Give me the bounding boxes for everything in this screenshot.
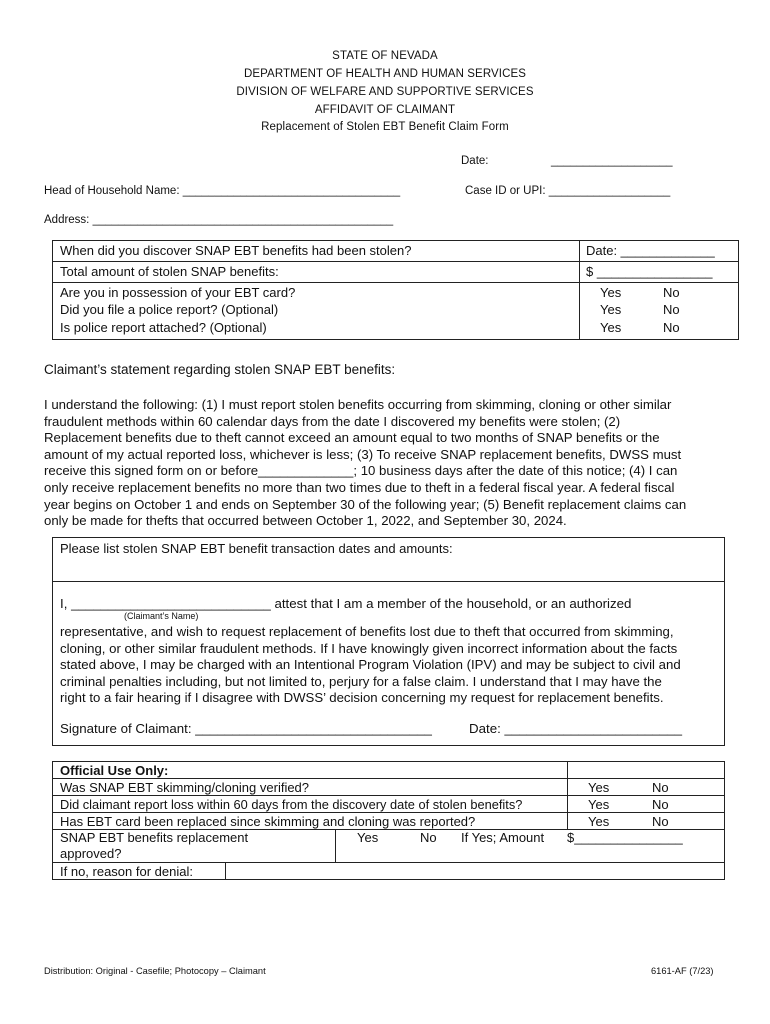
- state-title: STATE OF NEVADA: [332, 50, 438, 62]
- approved-no[interactable]: No: [420, 830, 437, 845]
- sixty-days-yes[interactable]: Yes: [588, 797, 610, 812]
- address-field[interactable]: Address: _______________________________________________: [44, 214, 394, 226]
- possession-yes[interactable]: Yes: [600, 285, 622, 300]
- verified-yes[interactable]: Yes: [588, 780, 610, 795]
- possession-no[interactable]: No: [663, 285, 680, 300]
- approved-label-2: approved?: [60, 846, 122, 861]
- date-label: Date:: [461, 155, 489, 167]
- report-attached-no[interactable]: No: [663, 320, 680, 335]
- denial-reason-label: If no, reason for denial:: [60, 864, 193, 879]
- form-title: AFFIDAVIT OF CLAIMANT: [314, 104, 456, 116]
- date-field[interactable]: ___________________: [551, 155, 673, 167]
- question-table-divider: [579, 240, 580, 340]
- question-police-report: Did you file a police report? (Optional): [60, 302, 279, 317]
- attest-line: I, ___________________________ attest that I am a member of the household, or an authorized: [60, 596, 632, 611]
- question-amount: Total amount of stolen SNAP benefits:: [60, 264, 279, 279]
- amount-field[interactable]: $ ________________: [586, 264, 713, 279]
- form-subtitle: Replacement of Stolen EBT Benefit Claim Form: [261, 121, 509, 133]
- official-q-card-replaced: Has EBT card been replaced since skimming and cloning was reported?: [60, 814, 476, 829]
- question-possession: Are you in possession of your EBT card?: [60, 285, 296, 300]
- official-use-title: Official Use Only:: [60, 763, 169, 778]
- department-title: DEPARTMENT OF HEALTH AND HUMAN SERVICES: [243, 68, 527, 80]
- signature-field[interactable]: Signature of Claimant: ________________________________: [60, 721, 432, 736]
- transactions-label: Please list stolen SNAP EBT benefit transaction dates and amounts:: [60, 541, 453, 556]
- card-replaced-yes[interactable]: Yes: [588, 814, 610, 829]
- form-number: 6161-AF (7/23): [651, 966, 714, 976]
- sixty-days-no[interactable]: No: [652, 797, 669, 812]
- case-id-field[interactable]: Case ID or UPI: ___________________: [465, 185, 671, 197]
- report-attached-yes[interactable]: Yes: [600, 320, 622, 335]
- distribution-note: Distribution: Original - Casefile; Photocopy – Claimant: [44, 966, 266, 976]
- verified-no[interactable]: No: [652, 780, 669, 795]
- card-replaced-no[interactable]: No: [652, 814, 669, 829]
- statement-heading: Claimant’s statement regarding stolen SNAP EBT benefits:: [44, 362, 396, 377]
- question-report-attached: Is police report attached? (Optional): [60, 320, 267, 335]
- attest-paragraph: representative, and wish to request replacement of benefits lost due to theft that occurred from skimming, cloning, or other similar fraudulent methods. If I have knowingly given incorrect information about the facts stated above, I may be charged with an Intentional Program Violation (IPV) and may be subject to civil and criminal penalties including, but not limited to, perjury for a false claim. I understand that I may have the right to a fair hearing if I disagree with DWSS’ decision concerning my request for replacement benefits.: [60, 624, 681, 706]
- official-q-verified: Was SNAP EBT skimming/cloning verified?: [60, 780, 310, 795]
- official-q-60-days: Did claimant report loss within 60 days from the discovery date of stolen benefits?: [60, 797, 523, 812]
- approved-yes[interactable]: Yes: [357, 830, 379, 845]
- question-discover: When did you discover SNAP EBT benefits had been stolen?: [60, 243, 412, 258]
- if-yes-amount-label: If Yes; Amount: [461, 830, 545, 845]
- approved-amount-field[interactable]: $_______________: [567, 830, 683, 845]
- head-of-household-field[interactable]: Head of Household Name: __________________________________: [44, 185, 401, 197]
- police-report-no[interactable]: No: [663, 302, 680, 317]
- claimant-name-caption: (Claimant’s Name): [124, 611, 199, 621]
- discover-date-field[interactable]: Date: _____________: [586, 243, 715, 258]
- approved-label-1: SNAP EBT benefits replacement: [60, 830, 249, 845]
- police-report-yes[interactable]: Yes: [600, 302, 622, 317]
- signature-date-field[interactable]: Date: ________________________: [469, 721, 682, 736]
- understand-paragraph: I understand the following: (1) I must report stolen benefits occurring from skimming, cloning or other similar fraudulent methods within 60 calendar days from the date I discovered my benefits were stolen; (2) Replacement benefits due to theft cannot exceed an amount equal to two months of SNAP benefits or the amount of my actual reported loss, whichever is less; (3) To receive SNAP replacement benefits, DWSS must receive this signed form on or before_____________; 10 business days after the date of this notice; (4) I can only receive replacement benefits no more than two times due to theft in a federal fiscal year. A federal fiscal year begins on October 1 and ends on September 30 of the following year; (5) Benefit replacement claims can only be made for thefts that occurred between October 1, 2022, and September 30, 2024.: [44, 397, 687, 529]
- division-title: DIVISION OF WELFARE AND SUPPORTIVE SERVICES: [236, 86, 534, 98]
